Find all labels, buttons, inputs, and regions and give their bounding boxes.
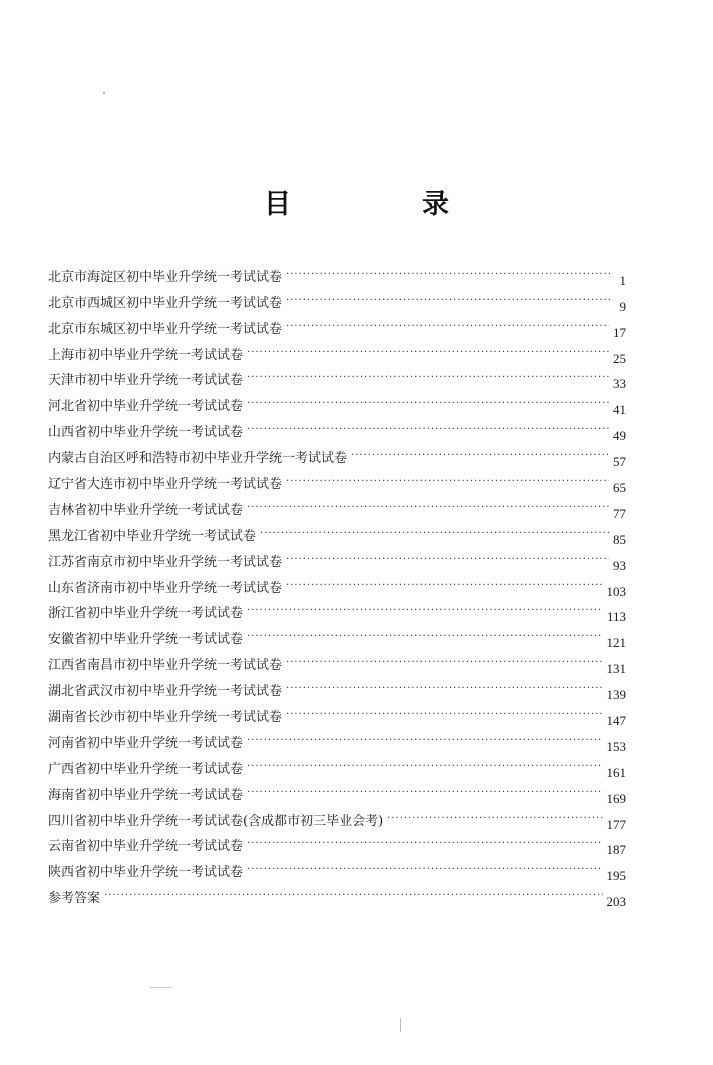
toc-entry-page-number: 187 (606, 842, 626, 858)
toc-entry[interactable] (48, 778, 626, 804)
toc-entry-page-number: 103 (606, 583, 626, 599)
toc-entry[interactable] (48, 830, 626, 856)
toc-entry-page-number: 57 (613, 454, 626, 470)
page-title: 目 录 (264, 189, 501, 220)
scan-speck (400, 1018, 401, 1032)
toc-entry-title: 上海市初中毕业升学统一考试试卷 (48, 347, 244, 363)
toc-entry-page-number: 177 (606, 816, 626, 832)
toc-entry[interactable] (48, 674, 626, 703)
scan-speck (103, 92, 105, 94)
toc-entry[interactable] (48, 752, 626, 778)
dot-leader (247, 629, 602, 645)
toc-entry[interactable] (48, 804, 626, 830)
dot-leader (247, 759, 602, 775)
toc-entry[interactable] (48, 597, 626, 623)
dot-leader (247, 345, 609, 361)
toc-entry-page-number: 9 (619, 298, 626, 314)
toc-entry-page-number: 139 (606, 687, 626, 703)
toc-entry[interactable] (48, 648, 626, 677)
table-of-contents (48, 260, 626, 910)
toc-entry-page-number: 121 (606, 635, 626, 651)
toc-entry[interactable] (48, 855, 626, 884)
dot-leader (247, 396, 609, 412)
toc-entry-page-number: 169 (606, 790, 626, 806)
toc-entry-page-number: 195 (606, 868, 626, 884)
dot-leader (247, 370, 609, 386)
toc-entry[interactable] (48, 415, 626, 444)
dot-leader (286, 293, 612, 309)
toc-entry[interactable] (48, 881, 626, 910)
toc-entry-title: 海南省初中毕业升学统一考试试卷 (48, 787, 244, 803)
dot-leader (286, 681, 602, 697)
dot-leader (247, 733, 602, 749)
dot-leader (247, 836, 602, 852)
toc-entry-title: 天津市初中毕业升学统一考试试卷 (48, 373, 244, 389)
toc-entry-page-number: 1 (619, 272, 626, 288)
toc-entry[interactable] (48, 441, 626, 470)
dot-leader (387, 811, 602, 827)
toc-entry-title: 山东省济南市初中毕业升学统一考试试卷 (48, 580, 283, 596)
dot-leader (247, 603, 603, 619)
toc-entry-page-number: 93 (613, 557, 626, 573)
toc-entry-title: 云南省初中毕业升学统一考试试卷 (48, 839, 244, 855)
dot-leader (286, 578, 602, 594)
dot-leader (286, 474, 609, 490)
dot-leader (351, 448, 609, 464)
toc-entry-title: 四川省初中毕业升学统一考试试卷(含成都市初三毕业会考) (48, 813, 384, 829)
dot-leader (286, 267, 612, 283)
toc-entry-page-number: 17 (613, 324, 626, 340)
toc-entry-title: 黑龙江省初中毕业升学统一考试试卷 (48, 528, 257, 544)
toc-entry[interactable] (48, 467, 626, 496)
dot-leader (247, 500, 609, 516)
toc-entry[interactable] (48, 493, 626, 519)
toc-entry-title: 湖北省武汉市初中毕业升学统一考试试卷 (48, 684, 283, 700)
toc-entry-page-number: 77 (613, 505, 626, 521)
toc-entry[interactable] (48, 364, 626, 390)
toc-entry-page-number: 147 (606, 713, 626, 729)
toc-entry[interactable] (48, 519, 626, 545)
toc-entry-title: 北京市西城区初中毕业升学统一考试试卷 (48, 295, 283, 311)
toc-entry[interactable] (48, 338, 626, 364)
toc-entry-page-number: 41 (613, 402, 626, 418)
toc-entry[interactable] (48, 700, 626, 729)
toc-entry-page-number: 131 (606, 661, 626, 677)
dot-leader (286, 319, 609, 335)
toc-entry-title: 辽宁省大连市初中毕业升学统一考试试卷 (48, 477, 283, 493)
dot-leader (247, 862, 602, 878)
toc-entry-title: 江西省南昌市初中毕业升学统一考试试卷 (48, 658, 283, 674)
toc-entry-title: 浙江省初中毕业升学统一考试试卷 (48, 606, 244, 622)
toc-entry-title: 河南省初中毕业升学统一考试试卷 (48, 735, 244, 751)
dot-leader (104, 888, 602, 904)
toc-entry-page-number: 203 (606, 894, 626, 910)
toc-entry[interactable] (48, 545, 626, 571)
dot-leader (260, 526, 609, 542)
toc-entry-page-number: 113 (606, 609, 626, 625)
toc-entry-title: 安徽省初中毕业升学统一考试试卷 (48, 632, 244, 648)
dot-leader (286, 707, 602, 723)
toc-entry-page-number: 25 (613, 350, 626, 366)
toc-entry-title: 参考答案 (48, 891, 101, 907)
dot-leader (286, 655, 602, 671)
toc-entry-title: 湖南省长沙市初中毕业升学统一考试试卷 (48, 710, 283, 726)
toc-entry-title: 江苏省南京市初中毕业升学统一考试试卷 (48, 554, 283, 570)
toc-entry-title: 吉林省初中毕业升学统一考试试卷 (48, 502, 244, 518)
toc-entry-page-number: 49 (613, 428, 626, 444)
toc-entry-page-number: 85 (613, 531, 626, 547)
scan-speck (150, 987, 172, 988)
toc-entry-title: 陕西省初中毕业升学统一考试试卷 (48, 865, 244, 881)
toc-entry-title: 内蒙古自治区呼和浩特市初中毕业升学统一考试试卷 (48, 451, 348, 467)
toc-entry-page-number: 65 (613, 480, 626, 496)
toc-entry-title: 山西省初中毕业升学统一考试试卷 (48, 425, 244, 441)
dot-leader (286, 552, 609, 568)
toc-entry[interactable] (48, 389, 626, 418)
toc-entry[interactable] (48, 312, 626, 338)
toc-entry[interactable] (48, 726, 626, 752)
toc-entry-page-number: 153 (606, 738, 626, 754)
toc-entry-title: 广西省初中毕业升学统一考试试卷 (48, 761, 244, 777)
toc-entry-page-number: 33 (613, 376, 626, 392)
toc-entry[interactable] (48, 622, 626, 651)
toc-entry[interactable] (48, 260, 626, 286)
toc-entry[interactable] (48, 571, 626, 597)
toc-entry-title: 北京市东城区初中毕业升学统一考试试卷 (48, 321, 283, 337)
toc-entry-title: 北京市海淀区初中毕业升学统一考试试卷 (48, 269, 283, 285)
toc-entry-title: 河北省初中毕业升学统一考试试卷 (48, 399, 244, 415)
toc-entry[interactable] (48, 286, 626, 312)
toc-entry-page-number: 161 (606, 764, 626, 780)
dot-leader (247, 422, 609, 438)
dot-leader (247, 785, 602, 801)
